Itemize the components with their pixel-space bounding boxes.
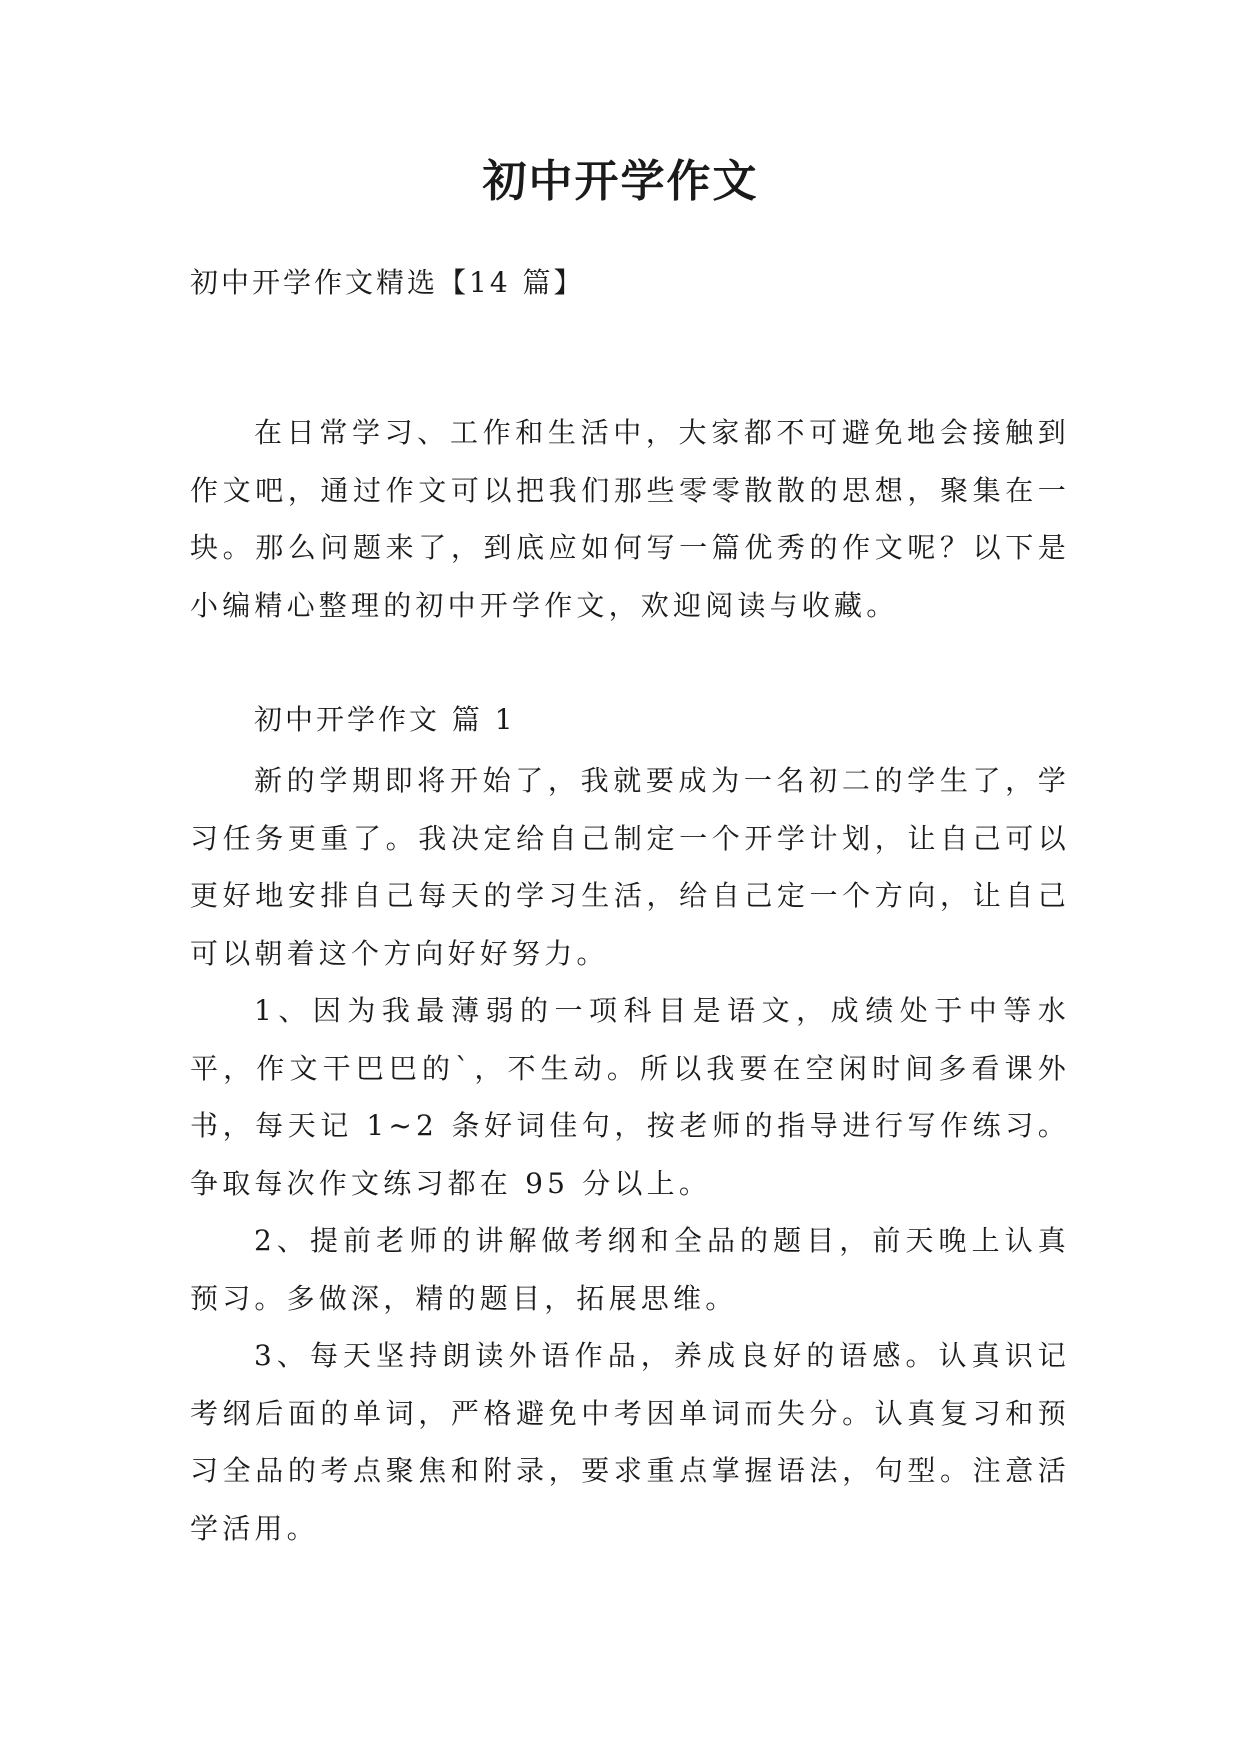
section-heading: 初中开学作文 篇 1 [254,703,516,736]
body-paragraph: 2、提前老师的讲解做考纲和全品的题目，前天晚上认真预习。多做深，精的题目，拓展思维。 [190,1224,1070,1315]
document-subtitle: 初中开学作文精选【14 篇】 [190,266,585,299]
body-paragraph: 1、因为我最薄弱的一项科目是语文，成绩处于中等水平，作文干巴巴的`，不生动。所以我要在空闲时间多看课外书，每天记 1~2 条好词佳句，按老师的指导进行写作练习。争取每次作文练习都在 95 分以上。 [190,994,1070,1200]
intro-paragraph: 在日常学习、工作和生活中，大家都不可避免地会接触到作文吧，通过作文可以把我们那些零零散散的思想，聚集在一块。那么问题来了，到底应如何写一篇优秀的作文呢？以下是小编精心整理的初中开学作文，欢迎阅读与收藏。 [190,416,1070,622]
body-paragraph: 3、每天坚持朗读外语作品，养成良好的语感。认真识记考纲后面的单词，严格避免中考因单词而失分。认真复习和预习全品的考点聚焦和附录，要求重点掌握语法，句型。注意活学活用。 [190,1339,1070,1545]
body-paragraph: 新的学期即将开始了，我就要成为一名初二的学生了，学习任务更重了。我决定给自己制定一个开学计划，让自己可以更好地安排自己每天的学习生活，给自己定一个方向，让自己可以朝着这个方向好好努力。 [190,764,1070,970]
document-title: 初中开学作文 [482,156,759,207]
